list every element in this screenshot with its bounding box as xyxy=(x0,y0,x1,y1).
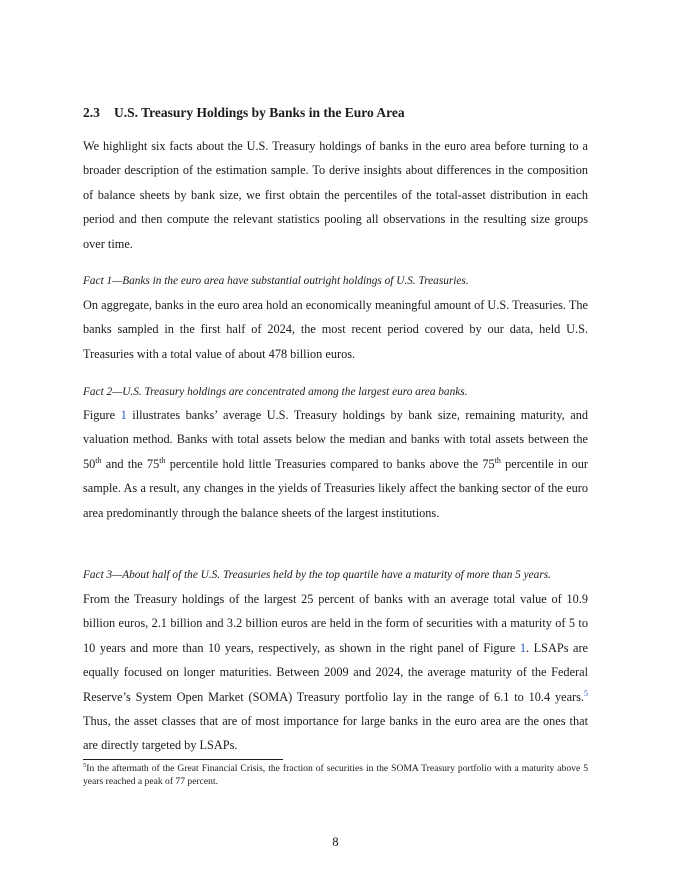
superscript-th: th xyxy=(494,455,501,465)
fact-3-text-a: From the Treasury holdings of the largest 25 percent of banks with an average total value of 10.9 billion euros, 2.1 billion and 3.2 billion euros are held in the form of securities with a maturity of 5 to 10 years and more than 10 years, respectively, as shown in the right panel of Figure xyxy=(83,592,588,655)
figure-1-link[interactable]: 1 xyxy=(519,640,527,655)
footnote-text: In the aftermath of the Great Financial Crisis, the fraction of securities in the SOMA Treasury portfolio with a maturity above 5 years reached a peak of 77 percent. xyxy=(83,763,588,787)
section-title: U.S. Treasury Holdings by Banks in the Euro Area xyxy=(114,105,405,120)
footnote-5-link[interactable]: 5 xyxy=(584,688,588,698)
fact-2-text-b: illustrates banks’ average U.S. Treasury holdings by bank size, remaining maturity, and valuation method. Banks with total assets below the median and banks with total assets between the 50 xyxy=(83,408,588,471)
fact-2-text-e: percentile in our sample. As a result, any changes in the yields of Treasuries likely affect the banking sector of the euro area predominantly through the balance sheets of the largest institutions. xyxy=(83,456,589,520)
intro-paragraph: We highlight six facts about the U.S. Treasury holdings of banks in the euro area before turning to a broader description of the estimation sample. To derive insights about differences in the composition of balance sheets by bank size, we first obtain the percentiles of the total-asset distribution in each period and then compute the relevant statistics pooling all observations in the resulting size groups over time. xyxy=(83,139,588,251)
fact-3-text-c: Thus, the asset classes that are of most importance for large banks in the euro area are the ones that are directly targeted by LSAPs. xyxy=(83,714,588,753)
page-number: 8 xyxy=(332,835,339,849)
fact-1-title: Fact 1—Banks in the euro area have substantial outright holdings of U.S. Treasuries. xyxy=(83,275,469,287)
fact-2-body xyxy=(83,403,588,525)
footnote-divider xyxy=(83,759,283,760)
section-heading xyxy=(83,104,588,122)
footnote-marker: 5 xyxy=(83,762,87,769)
section-number: 2.3 xyxy=(83,105,100,120)
fact-3-text-b: . LSAPs are equally focused on longer maturities. Between 2009 and 2024, the average maturity of the Federal Reserve’s System Open Market (SOMA) Treasury portfolio lay in the range of 6.1 to 10.4 years. xyxy=(83,640,589,704)
fact-1-body: On aggregate, banks in the euro area hold an economically meaningful amount of U.S. Treasuries. The banks sampled in the first half of 2024, the most recent period covered by our data, held U.S. Treasuries with a total value of about 478 billion euros. xyxy=(83,298,588,361)
superscript-th: th xyxy=(159,455,166,465)
fact-2-text-d: percentile hold little Treasuries compared to banks above the 75 xyxy=(165,456,495,471)
footnote-5 xyxy=(83,762,588,788)
fact-2-text-a: Figure xyxy=(83,408,121,422)
fact-3-title: Fact 3—About half of the U.S. Treasuries held by the top quartile have a maturity of more than 5 years. xyxy=(83,569,551,581)
fact-3-body xyxy=(83,587,588,758)
fact-2-text-c: and the 75 xyxy=(101,456,160,471)
superscript-th: th xyxy=(95,455,102,465)
figure-1-link[interactable]: 1 xyxy=(120,408,127,422)
fact-2-title: Fact 2—U.S. Treasury holdings are concentrated among the largest euro area banks. xyxy=(83,386,468,398)
